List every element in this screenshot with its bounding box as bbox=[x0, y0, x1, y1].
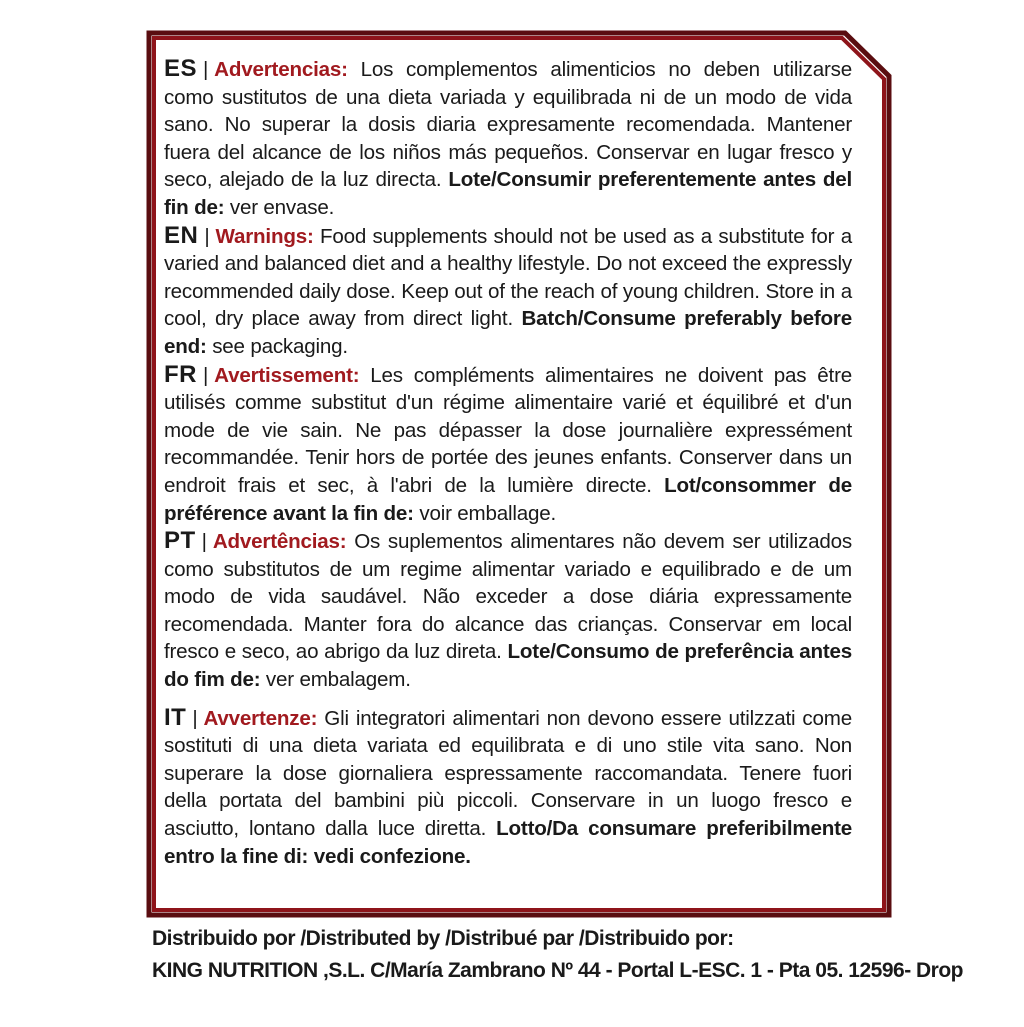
lang-code: IT bbox=[164, 703, 187, 731]
warning-heading: Advertências: bbox=[212, 530, 347, 554]
warning-section-fr bbox=[164, 361, 852, 528]
best-before-value: voir emballage. bbox=[413, 501, 557, 525]
warning-body: Los complementos alimenticios no deben utilizarse como sustitutos de una dieta variada y equilibrada ni de un modo de vida sano. No superar la dosis diaria expresamente recomendada. Mantener fuera del alcance de los niños más pequeños. Conservar en lugar fresco y seco, alejado de la luz directa. bbox=[164, 58, 852, 192]
distributor-address: KING NUTRITION ,S.L. C/María Zambrano Nº 44 - Portal L-ESC. 1 - Pta 05. 12596- Drop bbox=[152, 959, 964, 982]
warning-body: Les compléments alimentaires ne doivent pas être utilisés comme substitut d'un régime alimentaire varié et équilibré et d'un mode de vie sain. Ne pas dépasser la dose journalière expressément recommandée. Tenir hors de portée des jeunes enfants. Conserver dans un endroit frais et sec, à l'abri de la lumière directe. bbox=[164, 363, 852, 497]
best-before-value: ver envase. bbox=[224, 195, 335, 219]
warning-body: Gli integratori alimentari non devono essere utilzzati come sostituti di una dieta variata ed equilibrata e di uno stile vita sano. Non superare la dose giornaliera espressamente raccomandata. Tenere fuori della portata del bambini più piccoli. Conservare in un luogo fresco e asciutto, lontano dalla luce diretta. bbox=[164, 706, 852, 841]
warning-heading: Warnings: bbox=[215, 224, 314, 248]
best-before-label: Batch/Consume preferably before end: bbox=[164, 307, 853, 358]
warning-section-es bbox=[164, 55, 852, 222]
warning-section-it bbox=[164, 704, 852, 871]
distributor-heading: Distribuido por /Distributed by /Distribué par /Distribuido por: bbox=[152, 927, 734, 950]
best-before-value: see packaging. bbox=[206, 334, 348, 358]
best-before-label: Lote/Consumo de preferência antes do fim de: bbox=[164, 640, 852, 692]
lang-separator: | bbox=[201, 530, 207, 554]
lang-separator: | bbox=[192, 706, 198, 730]
warning-section-pt bbox=[164, 527, 852, 694]
best-before-label: Lotto/Da consumare preferibilmente entro la fine di: vedi confezione. bbox=[164, 817, 853, 868]
warning-body: Os suplementos alimentares não devem ser utilizados como substitutos de um regime alimentar variado e equilibrado e de um modo de vida saudável. Não exceder a dose diária expressamente recomendada. Manter fora do alcance das crianças. Conservar em local fresco e seco, ao abrigo da luz direta. bbox=[164, 530, 852, 664]
warning-heading: Advertencias: bbox=[214, 58, 348, 81]
lang-separator: | bbox=[204, 224, 210, 248]
best-before-value: ver embalagem. bbox=[260, 668, 411, 692]
warning-section-en bbox=[164, 222, 852, 361]
lang-code: PT bbox=[164, 527, 196, 555]
warning-heading: Avvertenze: bbox=[203, 706, 318, 730]
lang-code: ES bbox=[164, 55, 198, 82]
best-before-label: Lot/consommer de préférence avant la fin de: bbox=[164, 473, 852, 525]
lang-separator: | bbox=[203, 363, 209, 387]
best-before-label: Lote/Consumir preferentemente antes del fin de: bbox=[164, 168, 852, 219]
warning-heading: Avertissement: bbox=[214, 363, 360, 387]
warnings-text-block bbox=[164, 55, 852, 870]
lang-code: FR bbox=[164, 360, 197, 388]
lang-separator: | bbox=[203, 58, 209, 81]
lang-code: EN bbox=[164, 221, 199, 249]
warning-body: Food supplements should not be used as a substitute for a varied and balanced diet and a healthy lifestyle. Do not exceed the expressly recommended daily dose. Keep out of the reach of young children. Store in a cool, dry place away from direct light. bbox=[164, 224, 852, 331]
